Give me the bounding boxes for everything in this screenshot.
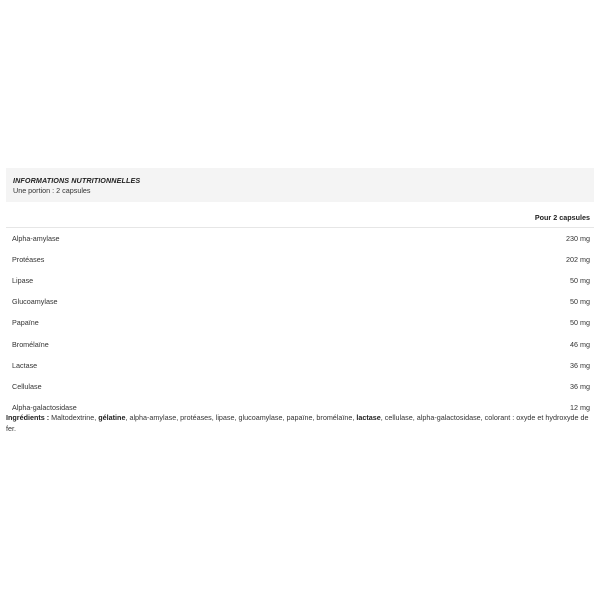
- nutrient-value: 50 mg: [570, 318, 590, 328]
- table-row: [6, 270, 594, 291]
- nutrient-name: Lipase: [12, 276, 34, 286]
- nutrient-value: 230 mg: [566, 234, 590, 244]
- table-row: [6, 291, 594, 312]
- nutrient-value: 12 mg: [570, 402, 590, 412]
- allergen-ingredient: gélatine: [98, 413, 126, 422]
- ingredients-text: [6, 413, 594, 434]
- nutrient-name: Papaïne: [12, 318, 39, 328]
- nutrient-name: Protéases: [12, 255, 45, 265]
- column-header: [6, 207, 594, 228]
- ingredient-text: Maltodextrine,: [49, 413, 99, 422]
- nutrient-name: Alpha-galactosidase: [12, 402, 77, 412]
- ingredient-text: , alpha-amylase, protéases, lipase, glucoamylase, papaïne, bromélaïne,: [125, 413, 357, 422]
- serving-size: Une portion : 2 capsules: [13, 186, 91, 195]
- nutrient-name: Cellulase: [12, 381, 42, 391]
- nutrient-value: 46 mg: [570, 339, 590, 349]
- nutrition-rows: [6, 228, 594, 418]
- table-row: [6, 376, 594, 397]
- nutrient-value: 202 mg: [566, 255, 590, 265]
- ingredient-text: , cellulase, alpha-galactosidase, colorant : oxyde et hydroxyde de fer.: [6, 413, 589, 433]
- nutrient-value: 50 mg: [570, 276, 590, 286]
- nutrient-value: 50 mg: [570, 297, 590, 307]
- nutrition-panel: [6, 168, 594, 418]
- table-row: [6, 355, 594, 376]
- ingredients-list: [6, 413, 589, 433]
- column-header-label: Pour 2 capsules: [534, 212, 590, 222]
- nutrient-value: 36 mg: [570, 381, 590, 391]
- nutrient-name: Lactase: [12, 360, 38, 370]
- nutrition-title: INFORMATIONS NUTRITIONNELLES: [13, 176, 141, 185]
- nutrient-name: Bromélaïne: [12, 339, 49, 349]
- allergen-ingredient: lactase: [356, 413, 381, 422]
- ingredients-label: Ingrédients :: [6, 413, 50, 422]
- nutrient-name: Glucoamylase: [12, 297, 58, 307]
- nutrient-name: Alpha-amylase: [12, 234, 60, 244]
- nutrient-value: 36 mg: [570, 360, 590, 370]
- table-row: [6, 312, 594, 333]
- table-row: [6, 333, 594, 354]
- table-row: [6, 249, 594, 270]
- nutrition-header: [6, 168, 594, 202]
- table-row: [6, 228, 594, 249]
